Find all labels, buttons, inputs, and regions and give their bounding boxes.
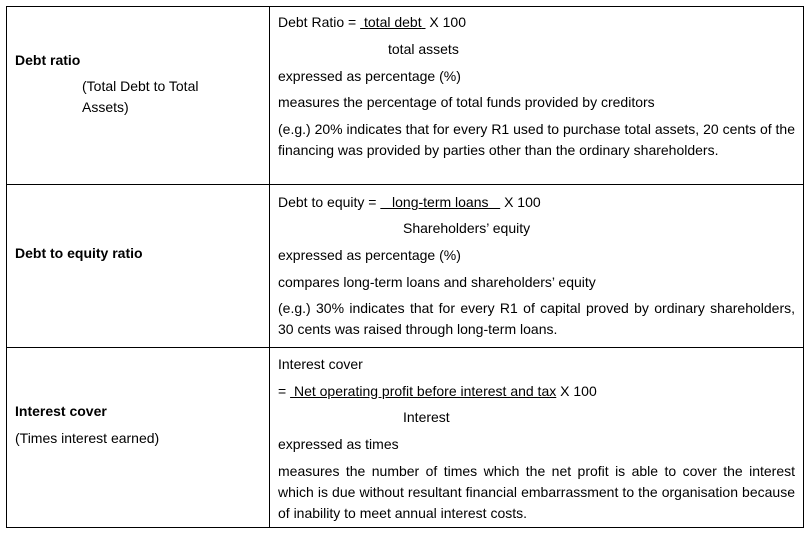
formula-numerator: total debt <box>364 14 422 30</box>
formula-denominator: Shareholders’ equity <box>403 220 531 237</box>
formula-denominator: total assets <box>388 41 459 57</box>
expressed-as: expressed as times <box>278 435 399 452</box>
ratio-name-cell <box>7 185 270 347</box>
ratio-subtitle: Assets) <box>82 99 129 115</box>
example: (e.g.) 20% indicates that for every R1 used to purchase total assets, 20 cents of the financing was provided by parties other than the ordinary shareholders. <box>278 121 795 158</box>
table-row <box>7 7 804 185</box>
ratio-subtitle: (Times interest earned) <box>15 429 160 446</box>
formula <box>278 194 541 211</box>
meaning: compares long-term loans and shareholders’ equity <box>278 274 596 291</box>
ratio-detail-cell <box>270 7 804 185</box>
meaning: measures the number of times which the net profit is able to cover the interest which is due without resultant financial embarrassment to the organisation because of inability to meet annual interest costs. <box>278 462 795 521</box>
formula-label: Debt to equity = <box>278 194 377 211</box>
ratio-name: Interest cover <box>15 402 107 419</box>
formula-denominator: Interest <box>403 408 450 425</box>
formula-multiplier: X 100 <box>429 14 466 30</box>
ratio-name-cell <box>7 7 270 185</box>
formula <box>278 383 597 400</box>
ratio-detail-cell <box>270 347 804 527</box>
ratio-detail-cell <box>270 185 804 347</box>
ratio-name: Debt ratio <box>15 52 81 68</box>
table-row <box>7 185 804 347</box>
formula-label: Interest cover <box>278 355 363 372</box>
formula-numerator: Net operating profit before interest and tax <box>293 382 557 399</box>
expressed-as: expressed as percentage (%) <box>278 68 461 84</box>
meaning: measures the percentage of total funds provided by creditors <box>278 94 655 110</box>
formula-label: Debt Ratio = <box>278 14 357 30</box>
formula-multiplier: X 100 <box>504 194 541 211</box>
formula <box>278 14 466 31</box>
ratio-subtitle: (Total Debt to Total <box>82 78 199 94</box>
expressed-as: expressed as percentage (%) <box>278 247 461 264</box>
ratios-table <box>6 6 804 528</box>
example: (e.g.) 30% indicates that for every R1 of capital proved by ordinary shareholders, 30 cents was raised through long-term loans. <box>278 300 795 338</box>
formula-equals: = <box>278 382 287 399</box>
formula-numerator: long-term loans <box>392 194 489 211</box>
ratio-name: Debt to equity ratio <box>15 245 143 262</box>
table-row <box>7 347 804 527</box>
formula-multiplier: X 100 <box>560 382 597 399</box>
ratio-name-cell <box>7 347 270 527</box>
